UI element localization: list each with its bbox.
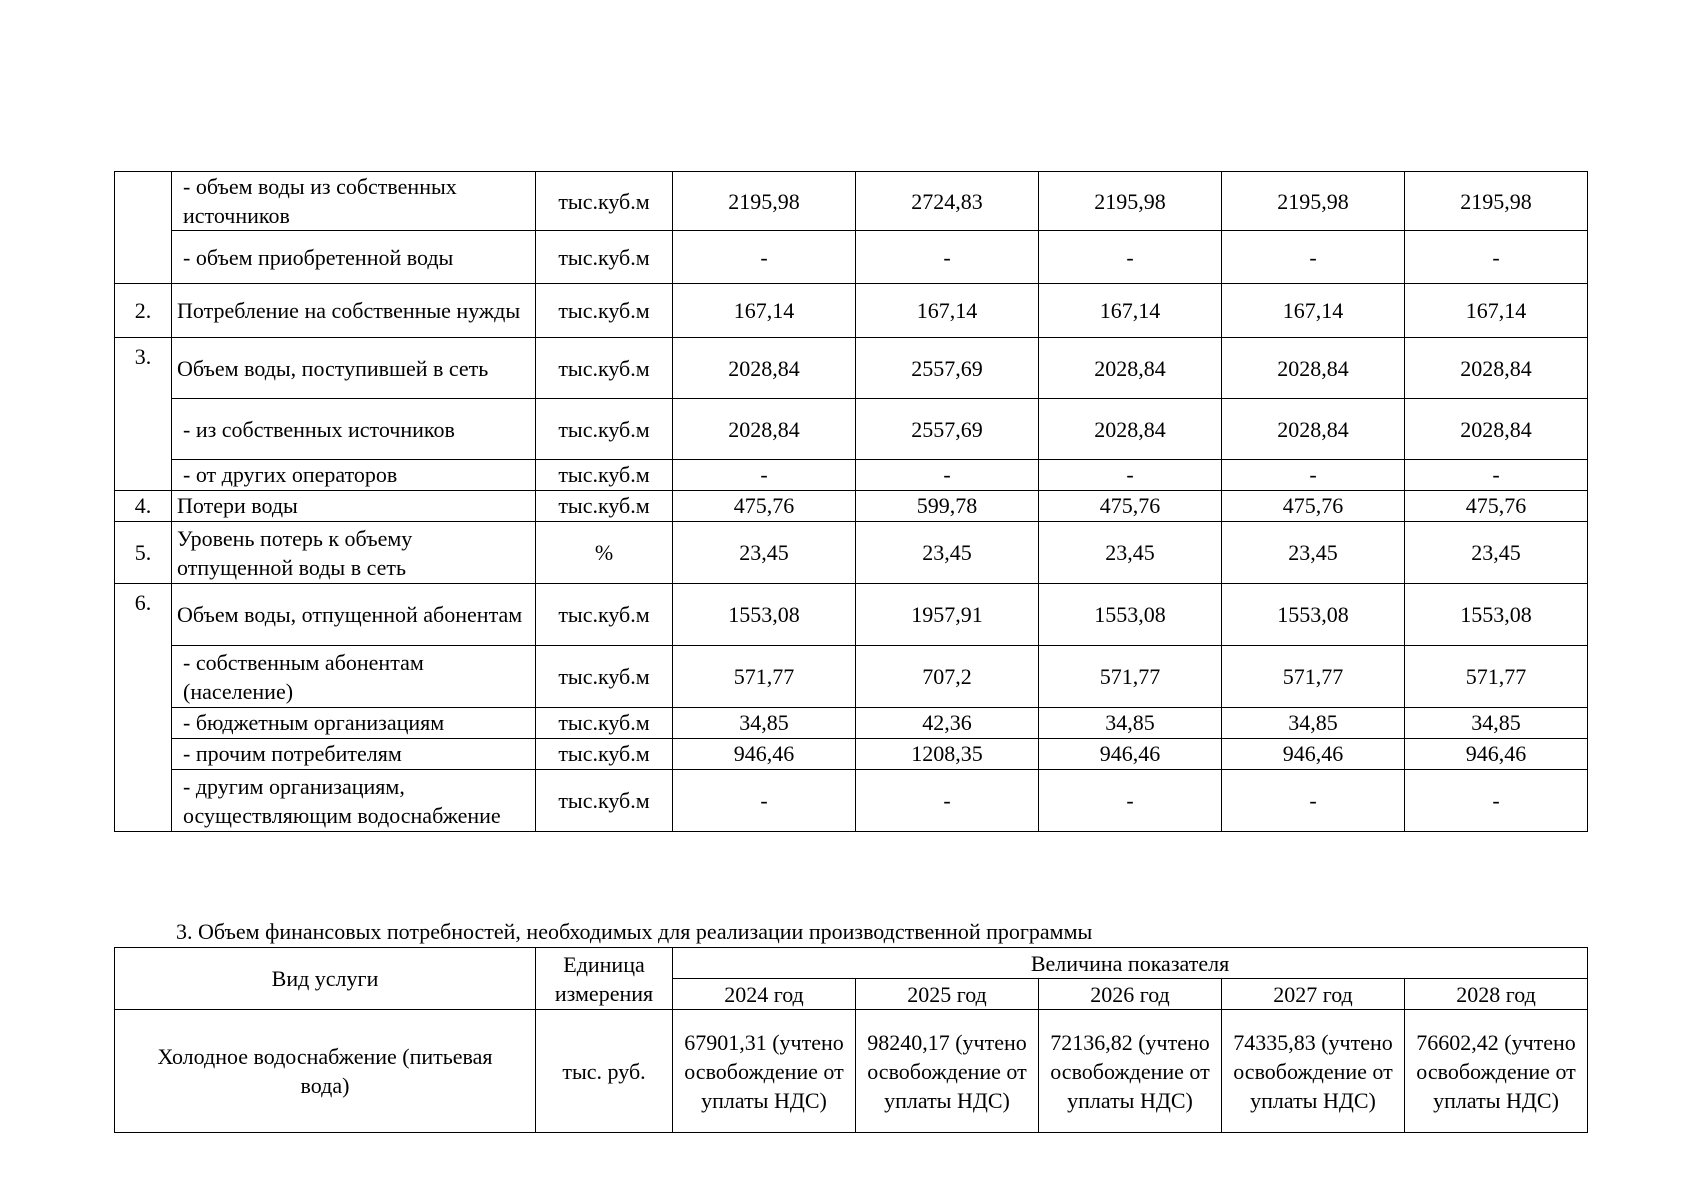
value-2024: 475,76	[673, 491, 856, 522]
value-2026: 571,77	[1039, 646, 1222, 708]
value-2024: 946,46	[673, 739, 856, 770]
indicator-name: - другим организациям, осуществляющим водоснабжение	[172, 770, 536, 832]
indicator-name: Потери воды	[172, 491, 536, 522]
value-2026: 72136,82 (учтено освобождение от уплаты НДС)	[1039, 1010, 1222, 1133]
unit-cell: тыс.куб.м	[536, 338, 673, 399]
value-2028: 2195,98	[1405, 172, 1588, 231]
value-2025: -	[856, 460, 1039, 491]
unit-cell: тыс. руб.	[536, 1010, 673, 1133]
service-cell: Холодное водоснабжение (питьевая вода)	[115, 1010, 536, 1133]
value-2028: 2028,84	[1405, 399, 1588, 460]
value-2028: 167,14	[1405, 284, 1588, 338]
table-row	[115, 172, 1588, 231]
value-2027: -	[1222, 460, 1405, 491]
unit-cell: тыс.куб.м	[536, 460, 673, 491]
table-row	[115, 460, 1588, 491]
value-2026: -	[1039, 460, 1222, 491]
value-2027: 34,85	[1222, 708, 1405, 739]
value-2025: -	[856, 770, 1039, 832]
unit-cell: тыс.куб.м	[536, 584, 673, 646]
value-header: Величина показателя	[673, 948, 1588, 979]
indicator-name: Объем воды, поступившей в сеть	[172, 338, 536, 399]
table-row	[115, 770, 1588, 832]
value-2027: -	[1222, 231, 1405, 284]
row-number: 6.	[115, 584, 172, 832]
unit-cell: тыс.куб.м	[536, 172, 673, 231]
indicator-name: Объем воды, отпущенной абонентам	[172, 584, 536, 646]
value-2025: 167,14	[856, 284, 1039, 338]
row-number	[115, 172, 172, 284]
value-2025: 23,45	[856, 522, 1039, 584]
indicator-name: - бюджетным организациям	[172, 708, 536, 739]
indicator-name: Потребление на собственные нужды	[172, 284, 536, 338]
value-2025: 1208,35	[856, 739, 1039, 770]
value-2026: 1553,08	[1039, 584, 1222, 646]
unit-cell: тыс.куб.м	[536, 491, 673, 522]
value-2024: 34,85	[673, 708, 856, 739]
unit-cell: %	[536, 522, 673, 584]
row-number: 5.	[115, 522, 172, 584]
value-2027: 2028,84	[1222, 399, 1405, 460]
value-2025: 2724,83	[856, 172, 1039, 231]
table-row	[115, 399, 1588, 460]
indicator-name: - от других операторов	[172, 460, 536, 491]
value-2026: 23,45	[1039, 522, 1222, 584]
value-2028: 76602,42 (учтено освобождение от уплаты НДС)	[1405, 1010, 1588, 1133]
value-2028: -	[1405, 460, 1588, 491]
value-2027: 475,76	[1222, 491, 1405, 522]
value-2024: -	[673, 231, 856, 284]
value-2028: 34,85	[1405, 708, 1588, 739]
value-2025: 1957,91	[856, 584, 1039, 646]
value-2026: 475,76	[1039, 491, 1222, 522]
value-2025: 2557,69	[856, 338, 1039, 399]
value-2027: 2028,84	[1222, 338, 1405, 399]
value-2027: 946,46	[1222, 739, 1405, 770]
table-row	[115, 491, 1588, 522]
value-2028: 23,45	[1405, 522, 1588, 584]
value-2026: 34,85	[1039, 708, 1222, 739]
value-2027: -	[1222, 770, 1405, 832]
value-2025: 2557,69	[856, 399, 1039, 460]
value-2028: 2028,84	[1405, 338, 1588, 399]
value-2027: 167,14	[1222, 284, 1405, 338]
value-2028: -	[1405, 231, 1588, 284]
table-row	[115, 739, 1588, 770]
row-number: 2.	[115, 284, 172, 338]
year-2024-header: 2024 год	[673, 979, 856, 1010]
value-2028: 475,76	[1405, 491, 1588, 522]
table-row	[115, 231, 1588, 284]
value-2028: 1553,08	[1405, 584, 1588, 646]
value-2026: 2028,84	[1039, 399, 1222, 460]
unit-cell: тыс.куб.м	[536, 739, 673, 770]
value-2026: 946,46	[1039, 739, 1222, 770]
unit-cell: тыс.куб.м	[536, 708, 673, 739]
financial-needs-table	[114, 947, 1588, 1133]
value-2024: 1553,08	[673, 584, 856, 646]
value-2026: 167,14	[1039, 284, 1222, 338]
unit-cell: тыс.куб.м	[536, 399, 673, 460]
value-2025: 98240,17 (учтено освобождение от уплаты НДС)	[856, 1010, 1039, 1133]
value-2028: -	[1405, 770, 1588, 832]
value-2025: -	[856, 231, 1039, 284]
value-2024: -	[673, 460, 856, 491]
unit-cell: тыс.куб.м	[536, 770, 673, 832]
year-2027-header: 2027 год	[1222, 979, 1405, 1010]
value-2025: 599,78	[856, 491, 1039, 522]
value-2024: 67901,31 (учтено освобождение от уплаты НДС)	[673, 1010, 856, 1133]
value-2026: 2028,84	[1039, 338, 1222, 399]
unit-cell: тыс.куб.м	[536, 284, 673, 338]
row-number: 4.	[115, 491, 172, 522]
indicator-name: Уровень потерь к объему отпущенной воды в сеть	[172, 522, 536, 584]
unit-header: Единица измерения	[536, 948, 673, 1010]
table-row	[115, 646, 1588, 708]
value-2028: 571,77	[1405, 646, 1588, 708]
value-2024: 167,14	[673, 284, 856, 338]
year-2026-header: 2026 год	[1039, 979, 1222, 1010]
value-2028: 946,46	[1405, 739, 1588, 770]
value-2024: 23,45	[673, 522, 856, 584]
row-number: 3.	[115, 338, 172, 491]
indicator-name: - прочим потребителям	[172, 739, 536, 770]
unit-cell: тыс.куб.м	[536, 231, 673, 284]
value-2026: 2195,98	[1039, 172, 1222, 231]
value-2024: 2195,98	[673, 172, 856, 231]
value-2027: 571,77	[1222, 646, 1405, 708]
value-2027: 2195,98	[1222, 172, 1405, 231]
indicator-name: - объем приобретенной воды	[172, 231, 536, 284]
value-2026: -	[1039, 231, 1222, 284]
value-2024: -	[673, 770, 856, 832]
section-3-caption: 3. Объем финансовых потребностей, необходимых для реализации производственной программы	[176, 919, 1093, 944]
header-row	[115, 948, 1588, 979]
value-2027: 23,45	[1222, 522, 1405, 584]
value-2025: 707,2	[856, 646, 1039, 708]
indicator-name: - из собственных источников	[172, 399, 536, 460]
value-2027: 1553,08	[1222, 584, 1405, 646]
table-row	[115, 584, 1588, 646]
value-2024: 2028,84	[673, 338, 856, 399]
value-2027: 74335,83 (учтено освобождение от уплаты НДС)	[1222, 1010, 1405, 1133]
table-row	[115, 1010, 1588, 1133]
value-2026: -	[1039, 770, 1222, 832]
year-2025-header: 2025 год	[856, 979, 1039, 1010]
year-2028-header: 2028 год	[1405, 979, 1588, 1010]
value-2025: 42,36	[856, 708, 1039, 739]
unit-cell: тыс.куб.м	[536, 646, 673, 708]
table-row	[115, 338, 1588, 399]
service-header: Вид услуги	[115, 948, 536, 1010]
indicator-name: - собственным абонентам (население)	[172, 646, 536, 708]
value-2024: 2028,84	[673, 399, 856, 460]
value-2024: 571,77	[673, 646, 856, 708]
table-row	[115, 284, 1588, 338]
indicator-name: - объем воды из собственных источников	[172, 172, 536, 231]
table-row	[115, 522, 1588, 584]
table-row	[115, 708, 1588, 739]
production-indicators-table	[114, 171, 1588, 832]
